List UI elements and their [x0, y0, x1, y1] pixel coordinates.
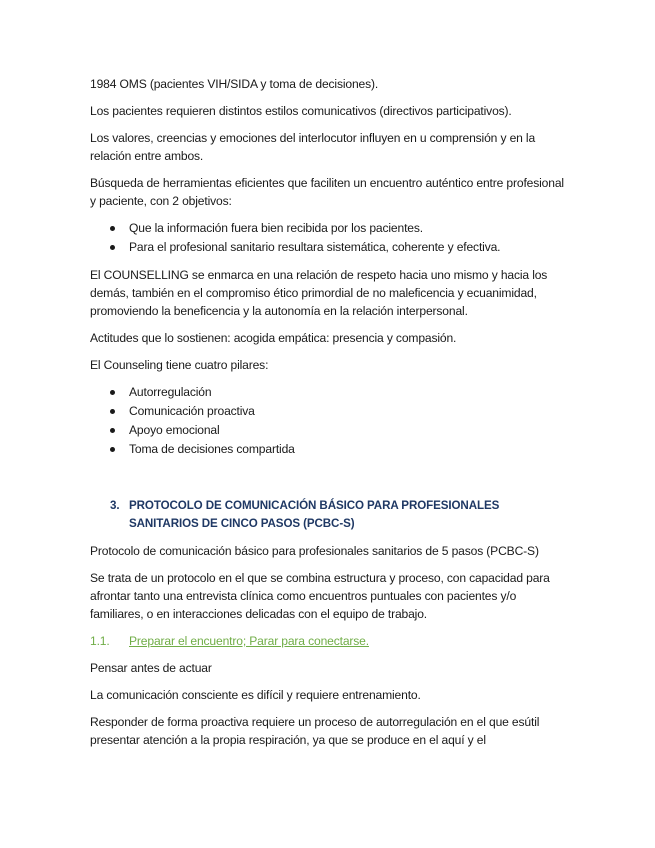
paragraph-actitudes: Actitudes que lo sostienen: acogida empática: presencia y compasión.	[90, 331, 457, 345]
subsection-1-1-link[interactable]: Preparar el encuentro; Parar para conectarse.	[129, 634, 369, 648]
section-3-number: 3.	[110, 499, 120, 512]
subsection-1-1-number: 1.1.	[90, 634, 110, 648]
section-3-heading	[90, 497, 570, 533]
paragraph-counselling: El COUNSELLING se enmarca en una relación de respeto hacia uno mismo y hacia los demás, también en el compromiso ético primordial de no maleficencia y ecuanimidad, promoviendo la beneficencia y la autonomía en la relación interpersonal.	[90, 268, 548, 318]
paragraph-estructura-proceso: Se trata de un protocolo en el que se combina estructura y proceso, con capacidad para afrontar tanto una entrevista clínica como encuentros puntuales con pacientes y/o familiares, o en interacciones delicadas con el equipo de trabajo.	[90, 571, 550, 621]
paragraph-comunicacion-consciente: La comunicación consciente es difícil y requiere entrenamiento.	[90, 688, 421, 702]
paragraph-busqueda-herramientas: Búsqueda de herramientas eficientes que faciliten un encuentro auténtico entre profesional y paciente, con 2 objetivos:	[90, 176, 564, 208]
list-item: Apoyo emocional	[90, 421, 570, 440]
subsection-1-1-heading	[90, 632, 570, 650]
list-item: Para el profesional sanitario resultara sistemática, coherente y efectiva.	[90, 238, 570, 257]
paragraph-responder-proactiva: Responder de forma proactiva requiere un proceso de autorregulación en el que esútil presentar atención a la propia respiración, ya que se produce en el aquí y el	[90, 715, 540, 747]
document-page	[90, 75, 570, 758]
paragraph-pensar: Pensar antes de actuar	[90, 661, 212, 675]
list-item: Comunicación proactiva	[90, 402, 570, 421]
objetivos-list	[90, 219, 570, 257]
list-item: Que la información fuera bien recibida por los pacientes.	[90, 219, 570, 238]
paragraph-valores-creencias: Los valores, creencias y emociones del interlocutor influyen en u comprensión y en la relación entre ambos.	[90, 131, 536, 163]
paragraph-protocolo-pcbc: Protocolo de comunicación básico para profesionales sanitarios de 5 pasos (PCBC-S)	[90, 544, 539, 558]
list-item: Toma de decisiones compartida	[90, 440, 570, 459]
paragraph-pilares-intro: El Counseling tiene cuatro pilares:	[90, 358, 269, 372]
list-item: Autorregulación	[90, 383, 570, 402]
pilares-list	[90, 383, 570, 459]
paragraph-oms-1984: 1984 OMS (pacientes VIH/SIDA y toma de decisiones).	[90, 77, 379, 91]
paragraph-estilos-comunicativos: Los pacientes requieren distintos estilos comunicativos (directivos participativos).	[90, 104, 512, 118]
section-3-title: PROTOCOLO DE COMUNICACIÓN BÁSICO PARA PROFESIONALES SANITARIOS DE CINCO PASOS (PCBC-S)	[129, 499, 500, 530]
